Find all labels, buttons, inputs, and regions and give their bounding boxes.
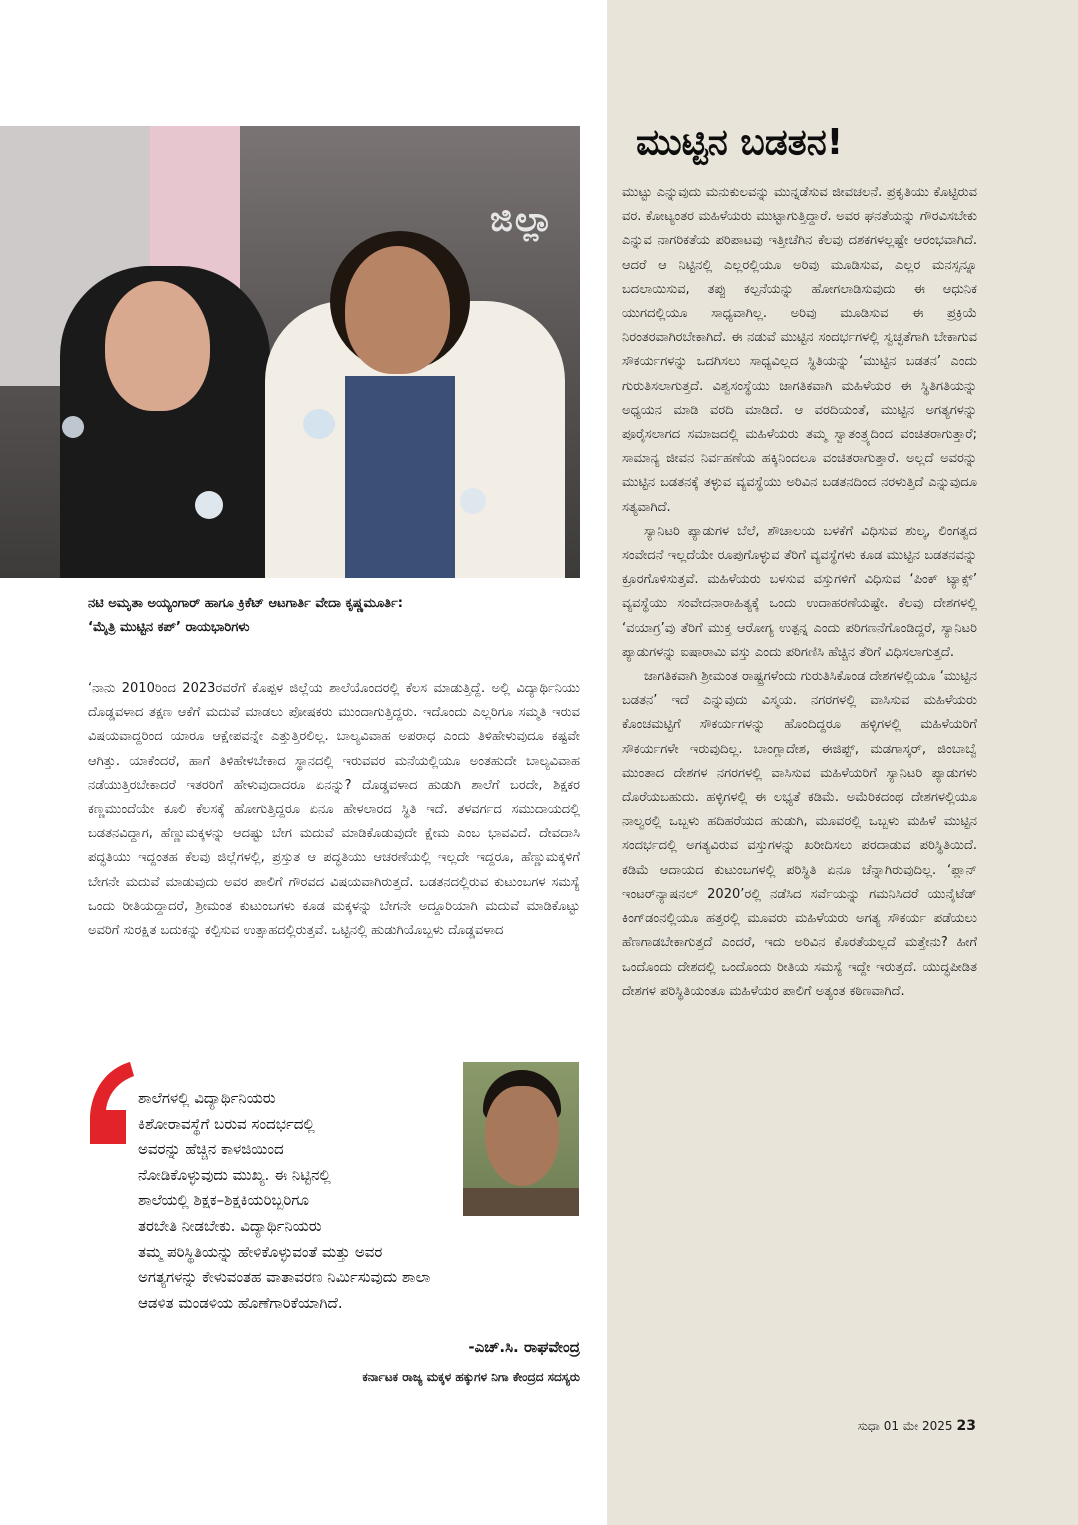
portrait-shirt [463, 1188, 579, 1216]
menstrual-cup-right [303, 409, 335, 439]
sidebar-title: ಮುಟ್ಟಿನ ಬಡತನ! [636, 122, 844, 163]
quote-line: ಆಡಳಿತ ಮಂಡಳಿಯ ಹೊಣೆಗಾರಿಕೆಯಾಗಿದೆ. [138, 1293, 343, 1312]
quote-mark-icon [86, 1060, 136, 1146]
badge-right [460, 488, 486, 514]
photo-person-right-shirt [345, 376, 455, 578]
article-body [88, 677, 580, 943]
quote-line: ತಮ್ಮ ಪರಿಸ್ಥಿತಿಯನ್ನು ಹೇಳಿಕೊಳ್ಳುವಂತೆ ಮತ್ತು ಅವರ [138, 1242, 383, 1261]
quote-line: ಅಗತ್ಯಗಳನ್ನು ಕೇಳುವಂತಹ ವಾತಾವರಣ ನಿರ್ಮಿಸುವುದು ಶಾಲಾ [138, 1268, 431, 1287]
photo-person-left-face [105, 281, 210, 411]
quote-line: ಶಾಲೆಯಲ್ಲಿ ಶಿಕ್ಷಕ–ಶಿಕ್ಷಕಿಯರಿಬ್ಬರಿಗೂ [138, 1191, 309, 1210]
photo-caption [88, 592, 588, 640]
quote-line: ಕಿಶೋರಾವಸ್ಥೆಗೆ ಬರುವ ಸಂದರ್ಭದಲ್ಲಿ [138, 1114, 315, 1133]
quote-line: ಶಾಲೆಗಳಲ್ಲಿ ವಿದ್ಯಾರ್ಥಿನಿಯರು [138, 1089, 276, 1107]
portrait-face [485, 1086, 559, 1186]
page-number: 23 [956, 1418, 976, 1434]
quote-line: ಅವರನ್ನು ಹೆಚ್ಚಿನ ಕಾಳಜಿಯಿಂದ [138, 1140, 284, 1159]
article-paragraph: ‘ನಾನು 2010ರಿಂದ 2023ರವರೆಗೆ ಕೊಪ್ಪಳ ಜಿಲ್ಲೆಯ ಶಾಲೆಯೊಂದರಲ್ಲಿ ಕೆಲಸ ಮಾಡುತ್ತಿದ್ದೆ. ಅಲ್ಲಿ ವಿದ್ಯಾರ್ಥಿನಿಯು ದೊಡ್ಡವಳಾದ ತಕ್ಷಣ ಆಕೆಗೆ ಮದುವೆ ಮಾಡಲು ಪೋಷಕರು ಮುಂದಾಗುತ್ತಿದ್ದರು. ಇದೊಂದು ಎಲ್ಲರಿಗೂ ಸಮ್ಮತಿ ಇರುವ ವಿಷಯವಾದ್ದರಿಂದ ಯಾರೂ ಆಕ್ಷೇಪವನ್ನೇ ಎತ್ತುತ್ತಿರಲಿಲ್ಲ. ಬಾಲ್ಯವಿವಾಹ ಅಪರಾಧ ಎಂದು ತಿಳಿಹೇಳುವುದೂ ಕಷ್ಟವೇ ಆಗಿತ್ತು. ಯಾಕೆಂದರೆ, ಹಾಗೆ ತಿಳಿಹೇಳಬೇಕಾದ ಸ್ಥಾನದಲ್ಲಿ ಇರುವವರ ಮನೆಯಲ್ಲಿಯೂ ಅಂತಹುದೇ ಬಾಲ್ಯವಿವಾಹ ನಡೆಯುತ್ತಿರಬೇಕಾದರೆ ಇತರರಿಗೆ ಹೇಳುವುದಾದರೂ ಏನನ್ನು? ದೊಡ್ಡವಳಾದ ಹುಡುಗಿ ಶಾಲೆಗೆ ಬರದೇ, ಶಿಕ್ಷಕರ ಕಣ್ಣಮುಂದೆಯೇ ಕೂಲಿ ಕೆಲಸಕ್ಕೆ ಹೋಗುತ್ತಿದ್ದರೂ ಏನೂ ಹೇಳಲಾರದ ಸ್ಥಿತಿ ಇದೆ. ತಳವರ್ಗದ ಸಮುದಾಯದಲ್ಲಿ ಬಡತನವಿದ್ದಾಗ, ಹೆಣ್ಣುಮಕ್ಕಳನ್ನು ಆದಷ್ಟು ಬೇಗ ಮದುವೆ ಮಾಡಿಕೊಡುವುದೇ ಕ್ಷೇಮ ಎಂಬ ಭಾವವಿದೆ. ದೇವದಾಸಿ ಪದ್ಧತಿಯು ಇದ್ದಂತಹ ಕೆಲವು ಜಿಲ್ಲೆಗಳಲ್ಲಿ, ಪ್ರಸ್ತುತ ಆ ಪದ್ಧತಿಯು ಆಚರಣೆಯಲ್ಲಿ ಇಲ್ಲದೇ ಇದ್ದರೂ, ಹೆಣ್ಣುಮಕ್ಕಳಿಗೆ ಬೇಗನೇ ಮದುವೆ ಮಾಡುವುದು ಅವರ ಪಾಲಿಗೆ ಗೌರವದ ವಿಷಯವಾಗಿರುತ್ತದೆ. ಬಡತನದಲ್ಲಿರುವ ಕುಟುಂಬಗಳ ಸಮಸ್ಯೆ ಒಂದು ರೀತಿಯದ್ದಾದರೆ, ಶ್ರೀಮಂತ ಕುಟುಂಬಗಳು ಕೂಡ ಮಕ್ಕಳನ್ನು ಬೇಗನೇ ಅದ್ದೂರಿಯಾಗಿ ಮದುವೆ ಮಾಡಿಕೊಟ್ಟು ಅವರಿಗೆ ಸುರಕ್ಷಿತ ಬದುಕನ್ನು ಕಲ್ಪಿಸುವ ಉತ್ಸಾಹದಲ್ಲಿರುತ್ತವೆ. ಒಟ್ಟಿನಲ್ಲಿ ಹುಡುಗಿಯೊಬ್ಬಳು ದೊಡ್ಡವಳಾದ [88, 681, 580, 939]
pull-quote [138, 1086, 458, 1316]
publication-info: ಸುಧಾ 01 ಮೇ 2025 [857, 1419, 953, 1433]
quote-author-role: ಕರ್ನಾಟಕ ರಾಜ್ಯ ಮಕ್ಕಳ ಹಕ್ಕುಗಳ ನಿಗಾ ಕೇಂದ್ರದ ಸದಸ್ಯರು [362, 1370, 580, 1384]
caption-line-1: ನಟಿ ಅಮೃತಾ ಅಯ್ಯಂಗಾರ್ ಹಾಗೂ ಕ್ರಿಕೆಟ್ ಆಟಗಾರ್ತಿ ವೇದಾ ಕೃಷ್ಣಮೂರ್ತಿ: [88, 596, 404, 611]
sidebar-paragraph: ಮುಟ್ಟು ಎನ್ನುವುದು ಮನುಕುಲವನ್ನು ಮುನ್ನಡೆಸುವ ಜೀವಚಲನೆ. ಪ್ರಕೃತಿಯು ಕೊಟ್ಟಿರುವ ವರ. ಕೋಟ್ಯಂತರ ಮಹಿಳೆಯರು ಮುಟ್ಟಾಗುತ್ತಿದ್ದಾರೆ. ಅವರ ಘನತೆಯನ್ನು ಗೌರವಿಸಬೇಕು ಎನ್ನುವ ನಾಗರಿಕತೆಯ ಪರಿಪಾಟವು ಇತ್ತೀಚೆಗಿನ ಕೆಲವು ದಶಕಗಳಲ್ಲಷ್ಟೇ ಆರಂಭವಾಗಿದೆ. ಆದರೆ ಆ ನಿಟ್ಟಿನಲ್ಲಿ ಎಲ್ಲರಲ್ಲಿಯೂ ಅರಿವು ಮೂಡಿಸುವ, ಎಲ್ಲರ ಮನಸ್ಸನ್ನೂ ಬದಲಾಯಿಸುವ, ತಪ್ಪು ಕಲ್ಪನೆಯನ್ನು ಹೋಗಲಾಡಿಸುವುದು ಈ ಆಧುನಿಕ ಯುಗದಲ್ಲಿಯೂ ಸಾಧ್ಯವಾಗಿಲ್ಲ. ಅರಿವು ಮೂಡಿಸುವ ಈ ಪ್ರಕ್ರಿಯೆ ನಿರಂತರವಾಗಿರಬೇಕಾಗಿದೆ. ಈ ನಡುವೆ ಮುಟ್ಟಿನ ಸಂದರ್ಭಗಳಲ್ಲಿ ಸ್ವಚ್ಛತೆಗಾಗಿ ಬೇಕಾಗುವ ಸೌಕರ್ಯಗಳನ್ನು ಒದಗಿಸಲು ಸಾಧ್ಯವಿಲ್ಲದ ಸ್ಥಿತಿಯನ್ನು ‘ಮುಟ್ಟಿನ ಬಡತನ’ ಎಂದು ಗುರುತಿಸಲಾಗುತ್ತದೆ. ವಿಶ್ವಸಂಸ್ಥೆಯು ಜಾಗತಿಕವಾಗಿ ಮಹಿಳೆಯರ ಈ ಸ್ಥಿತಿಗತಿಯನ್ನು ಅಧ್ಯಯನ ಮಾಡಿ ವರದಿ ಮಾಡಿದೆ. ಆ ವರದಿಯಂತೆ, ಮುಟ್ಟಿನ ಅಗತ್ಯಗಳನ್ನು ಪೂರೈಸಲಾಗದ ಸಮಾಜದಲ್ಲಿ ಮಹಿಳೆಯರು ತಮ್ಮ ಸ್ವಾತಂತ್ರ್ಯದಿಂದ ವಂಚಿತರಾಗುತ್ತಾರೆ; ಸಾಮಾನ್ಯ ಜೀವನ ನಿರ್ವಹಣೆಯ ಹಕ್ಕಿನಿಂದಲೂ ವಂಚಿತರಾಗುತ್ತಾರೆ. ಅಲ್ಲದೆ ಅವರನ್ನು ಮುಟ್ಟಿನ ಬಡತನಕ್ಕೆ ತಳ್ಳುವ ವ್ಯವಸ್ಥೆಯು ಅರಿವಿನ ಬಡತನದಿಂದ ನರಳುತ್ತಿದೆ ಎನ್ನುವುದೂ ಸತ್ಯವಾಗಿದೆ. [622, 185, 977, 515]
event-photo [0, 126, 580, 578]
quote-author: -ಎಚ್.ಸಿ. ರಾಘವೇಂದ್ರ [468, 1338, 580, 1356]
caption-line-2: ‘ಮೈತ್ರಿ ಮುಟ್ಟಿನ ಕಪ್’ ರಾಯಭಾರಿಗಳು [88, 620, 250, 635]
menstrual-cup-left [62, 416, 84, 438]
quote-mark-shape [90, 1062, 134, 1144]
photo-person-right-face [345, 246, 450, 374]
author-portrait [463, 1062, 579, 1216]
sidebar-body [622, 181, 977, 1004]
photo-stage-text: ಜಿಲ್ಲಾ [490, 200, 555, 240]
sidebar-paragraph: ಜಾಗತಿಕವಾಗಿ ಶ್ರೀಮಂತ ರಾಷ್ಟ್ರಗಳೆಂದು ಗುರುತಿಸಿಕೊಂಡ ದೇಶಗಳಲ್ಲಿಯೂ ‘ಮುಟ್ಟಿನ ಬಡತನ’ ಇದೆ ಎನ್ನುವುದು ವಿಸ್ಮಯ. ನಗರಗಳಲ್ಲಿ ವಾಸಿಸುವ ಮಹಿಳೆಯರು ಕೊಂಚಮಟ್ಟಿಗೆ ಸೌಕರ್ಯಗಳನ್ನು ಹೊಂದಿದ್ದರೂ ಹಳ್ಳಿಗಳಲ್ಲಿ ಮಹಿಳೆಯರಿಗೆ ಸೌಕರ್ಯಗಳೇ ಇರುವುದಿಲ್ಲ. ಬಾಂಗ್ಲಾದೇಶ, ಈಜಿಪ್ಟ್, ಮಡಗಾಸ್ಕರ್, ಜಿಂಬಾಬ್ವೆ ಮುಂತಾದ ದೇಶಗಳ ನಗರಗಳಲ್ಲಿ ವಾಸಿಸುವ ಮಹಿಳೆಯರಿಗೆ ಸ್ಯಾನಿಟರಿ ಪ್ಯಾಡುಗಳು ದೊರೆಯಬಹುದು. ಹಳ್ಳಿಗಳಲ್ಲಿ ಈ ಲಭ್ಯತೆ ಕಡಿಮೆ. ಅಮೆರಿಕದಂಥ ದೇಶಗಳಲ್ಲಿಯೂ ನಾಲ್ವರಲ್ಲಿ ಒಬ್ಬಳು ಹದಿಹರೆಯದ ಹುಡುಗಿ, ಮೂವರಲ್ಲಿ ಒಬ್ಬಳು ಮಹಿಳೆ ಮುಟ್ಟಿನ ಸಂದರ್ಭದಲ್ಲಿ ಅಗತ್ಯವಿರುವ ವಸ್ತುಗಳನ್ನು ಖರೀದಿಸಲು ಪರದಾಡುವ ಪರಿಸ್ಥಿತಿಯಿದೆ. ಕಡಿಮೆ ಆದಾಯದ ಕುಟುಂಬಗಳಲ್ಲಿ ಪರಿಸ್ಥಿತಿ ಏನೂ ಚೆನ್ನಾಗಿರುವುದಿಲ್ಲ. ‘ಪ್ಲಾನ್ ಇಂಟರ್‌ನ್ಯಾಷನಲ್ 2020’ರಲ್ಲಿ ನಡೆಸಿದ ಸರ್ವೆಯನ್ನು ಗಮನಿಸಿದರೆ ಯುನೈಟೆಡ್ ಕಿಂಗ್‌ಡಂನಲ್ಲಿಯೂ ಹತ್ತರಲ್ಲಿ ಮೂವರು ಮಹಿಳೆಯರು ಅಗತ್ಯ ಸೌಕರ್ಯ ಪಡೆಯಲು ಹೆಣಗಾಡಬೇಕಾಗುತ್ತದೆ ಎಂದರೆ, ಇದು ಅರಿವಿನ ಕೊರತೆಯಲ್ಲದೆ ಮತ್ತೇನು? ಹೀಗೆ ಒಂದೊಂದು ದೇಶದಲ್ಲಿ ಒಂದೊಂದು ರೀತಿಯ ಸಮಸ್ಯೆ ಇದ್ದೇ ಇರುತ್ತದೆ. ಯುದ್ಧಪೀಡಿತ ದೇಶಗಳ ಪರಿಸ್ಥಿತಿಯಂತೂ ಮಹಿಳೆಯರ ಪಾಲಿಗೆ ಅತ್ಯಂತ ಕಠಿಣವಾಗಿದೆ. [622, 669, 977, 999]
quote-line: ತರಬೇತಿ ನೀಡಬೇಕು. ವಿದ್ಯಾರ್ಥಿನಿಯರು [138, 1216, 322, 1235]
badge-left [195, 491, 223, 519]
sidebar-paragraph: ಸ್ಯಾನಿಟರಿ ಪ್ಯಾಡುಗಳ ಬೆಲೆ, ಶೌಚಾಲಯ ಬಳಕೆಗೆ ವಿಧಿಸುವ ಶುಲ್ಕ, ಲಿಂಗತ್ವದ ಸಂವೇದನೆ ಇಲ್ಲದೆಯೇ ರೂಪುಗೊಳ್ಳುವ ತೆರಿಗೆ ವ್ಯವಸ್ಥೆಗಳು ಕೂಡ ಮುಟ್ಟಿನ ಬಡತನವನ್ನು ಕ್ರೂರಗೊಳಿಸುತ್ತವೆ. ಮಹಿಳೆಯರು ಬಳಸುವ ವಸ್ತುಗಳಿಗೆ ವಿಧಿಸುವ ‘ಪಿಂಕ್ ಟ್ಯಾಕ್ಸ್’ ವ್ಯವಸ್ಥೆಯು ಸಂವೇದನಾರಾಹಿತ್ಯಕ್ಕೆ ಒಂದು ಉದಾಹರಣೆಯಷ್ಟೇ. ಕೆಲವು ದೇಶಗಳಲ್ಲಿ ‘ವಯಾಗ್ರ’ವು ತೆರಿಗೆ ಮುಕ್ತ ಆರೋಗ್ಯ ಉತ್ಪನ್ನ ಎಂದು ಪರಿಗಣನೆಗೊಂಡಿದ್ದರೆ, ಸ್ಯಾನಿಟರಿ ಪ್ಯಾಡುಗಳನ್ನು ಐಷಾರಾಮಿ ವಸ್ತು ಎಂದು ಪರಿಗಣಿಸಿ ಹೆಚ್ಚಿನ ತೆರಿಗೆ ವಿಧಿಸಲಾಗುತ್ತದೆ. [622, 523, 977, 660]
quote-line: ನೋಡಿಕೊಳ್ಳುವುದು ಮುಖ್ಯ. ಈ ನಿಟ್ಟಿನಲ್ಲಿ [138, 1165, 331, 1184]
page-footer [846, 1418, 976, 1434]
